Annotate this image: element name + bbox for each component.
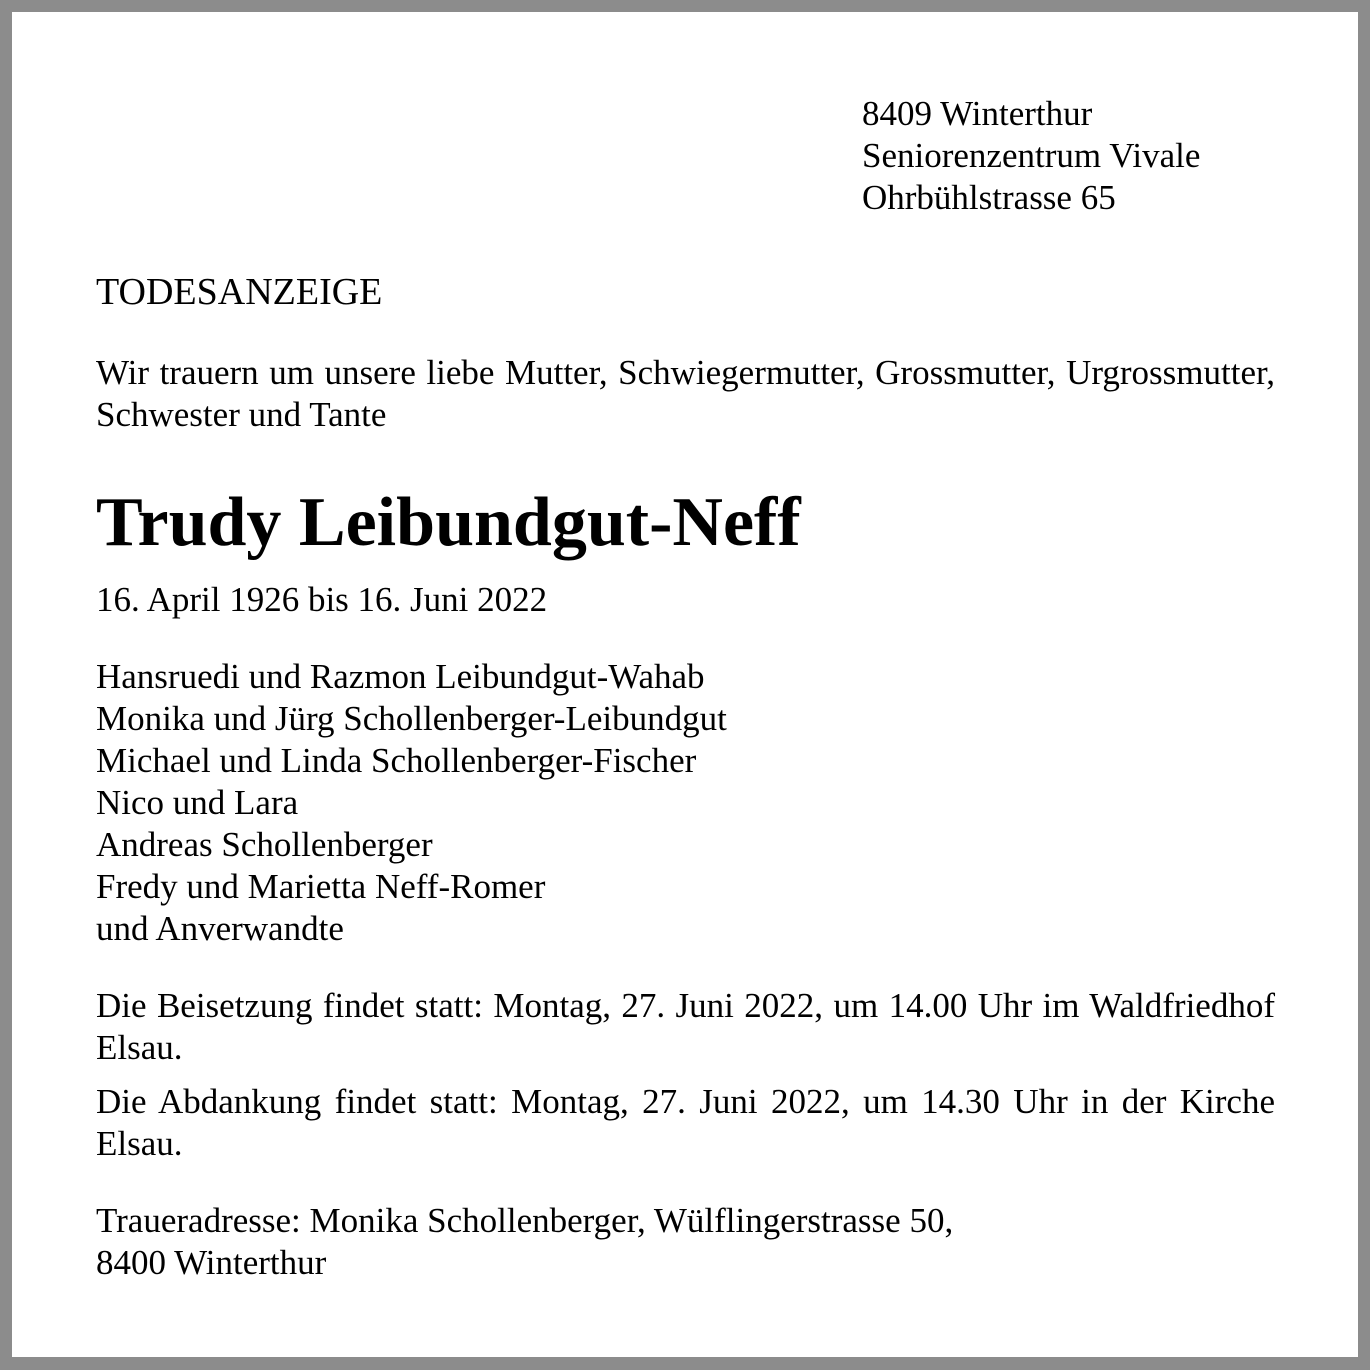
mourner-line: Andreas Schollenberger [96, 825, 433, 864]
memorial-info: Die Abdankung findet statt: Montag, 27. Juni 2022, um 14.30 Uhr in der Kirche Elsau. [96, 1082, 1275, 1163]
notice-heading: TODESANZEIGE [96, 271, 383, 313]
mourner-line: Fredy und Marietta Neff-Romer [96, 867, 546, 906]
life-dates: 16. April 1926 bis 16. Juni 2022 [96, 580, 548, 619]
address-line-3: Ohrbühlstrasse 65 [862, 178, 1116, 217]
mourning-address-line-1: Traueradresse: Monika Schollenberger, Wülflingerstrasse 50, [96, 1201, 954, 1240]
address-line-1: 8409 Winterthur [862, 94, 1093, 133]
mourner-line: Monika und Jürg Schollenberger-Leibundgut [96, 699, 727, 738]
mourning-address-line-2: 8400 Winterthur [96, 1243, 327, 1282]
deceased-name: Trudy Leibundgut-Neff [96, 484, 801, 561]
mourner-line: und Anverwandte [96, 909, 344, 948]
mourner-line: Nico und Lara [96, 783, 299, 822]
intro-text: Wir trauern um unsere liebe Mutter, Schwiegermutter, Grossmutter, Urgrossmutter, Schwester und Tante [96, 353, 1275, 434]
address-line-2: Seniorenzentrum Vivale [862, 136, 1201, 175]
mourner-line: Hansruedi und Razmon Leibundgut-Wahab [96, 657, 705, 696]
mourner-line: Michael und Linda Schollenberger-Fischer [96, 741, 697, 780]
funeral-info: Die Beisetzung findet statt: Montag, 27. Juni 2022, um 14.00 Uhr im Waldfriedhof Elsau. [96, 986, 1275, 1067]
